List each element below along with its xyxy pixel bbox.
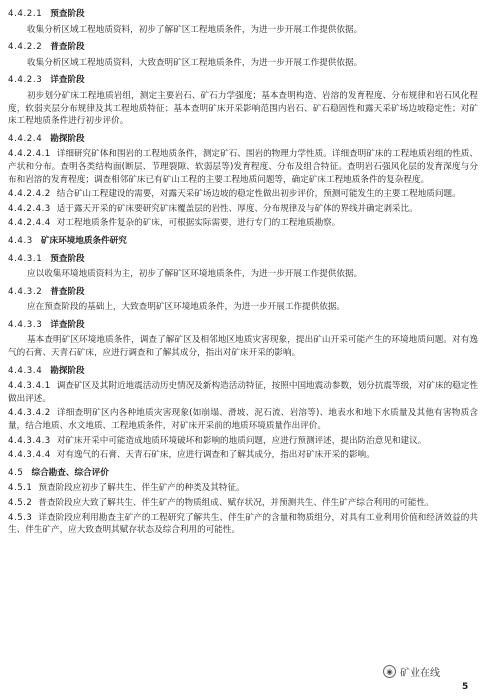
page-number: 5 xyxy=(462,682,469,692)
wechat-logo-icon: ◉ xyxy=(383,665,396,678)
clause-text: 详细研究矿体和围岩的工程地质条件，测定矿石、围岩的物理力学性质。详细查明矿床的工程地质岩组的性质、产状和分布。查明各类结构面(断层、节理裂隙、软弱层等)发育程度、分布及组合特征。查明岩石强风化层的发育深度与分布和岩溶的发育程度；调查相邻矿床已有矿山工程的主要工程地质问题等，确定矿床工程地质条件的复杂程度。 xyxy=(8,149,478,185)
clause-number: 4.5.1 xyxy=(8,483,33,494)
section-heading xyxy=(8,319,478,332)
section-heading xyxy=(8,41,478,54)
section-number: 4.4.2.2 xyxy=(8,42,43,53)
section-heading xyxy=(8,365,478,378)
clause-text: 调查矿区及其附近地震活动历史情况及新构造活动特征，按照中国地震动参数，划分抗震等级，对矿床的稳定性做出评述。 xyxy=(8,381,478,404)
section-number: 4.4.3.4 xyxy=(8,365,43,376)
numbered-clause xyxy=(8,380,478,405)
section-heading xyxy=(8,133,478,146)
clause-number: 4.5.2 xyxy=(8,498,33,508)
paragraph: 基本查明矿区环境地质条件，调查了解矿区及相邻地区地质灾害现象，提出矿山开采可能产生的环境地质问题。对有逸气的石膏、天青石矿床，应进行调查和了解其成分，指出对矿床开采的影响。 xyxy=(8,335,478,359)
section-heading xyxy=(8,253,478,266)
section-number: 4.4.3.1 xyxy=(8,253,43,264)
section-number: 4.4.3.3 xyxy=(8,319,43,330)
paragraph: 初步划分矿床工程地质岩组，测定主要岩石、矿石力学强度；基本查明构造、岩溶的发育程度、分布规律和岩石风化程度，软弱夹层分布规律及其工程地质特征；基本查明矿床开采影响范围内岩石、矿石稳固性和露天采矿场边坡稳定性；对矿床工程地质条件进行初步评价。 xyxy=(8,90,478,127)
section-heading xyxy=(8,74,478,87)
numbered-clause xyxy=(8,188,478,201)
clause-text: 对矿床开采中可能造成地质环境破坏和影响的地质问题，应进行预测评述，提出防治意见和建议。 xyxy=(56,435,427,446)
numbered-clause xyxy=(8,497,478,510)
section-heading xyxy=(8,467,478,480)
clause-text: 预查阶段应初步了解共生、伴生矿产的种类及其特征。 xyxy=(38,483,245,494)
numbered-clause xyxy=(8,217,478,230)
clause-number: 4.4.2.4.4 xyxy=(8,218,51,229)
clause-text: 对有逸气的石膏、天青石矿床，应进行调查和了解其成分，指出对矿床开采的影响。 xyxy=(56,450,375,461)
section-number: 4.5 xyxy=(8,467,24,478)
clause-number: 4.4.3.4.2 xyxy=(8,408,51,419)
section-title: 勘探阶段 xyxy=(50,133,85,144)
section-number: 4.4.2.4 xyxy=(8,133,43,144)
clause-number: 4.4.3.4.3 xyxy=(8,435,51,446)
clause-text: 对工程地质条件复杂的矿床，可根据实际需要，进行专门的工程地质勘察。 xyxy=(56,218,341,229)
paragraph: 应在预查阶段的基础上，大致查明矿区环境地质条件，为进一步开展工作提供依据。 xyxy=(27,302,345,313)
section-title: 矿床环境地质条件研究 xyxy=(40,235,127,246)
section-number: 4.4.3 xyxy=(8,235,33,246)
numbered-clause xyxy=(8,407,478,432)
section-title: 综合勘查、综合评价 xyxy=(31,467,109,478)
clause-text: 结合矿山工程建设的需要，对露天采矿场边坡的稳定性做出初步评价，预测可能发生的主要工程地质问题。 xyxy=(56,189,461,200)
clause-text: 详细查明矿区内各种地质灾害现象(如崩塌、滑坡、泥石流、岩溶等)、地表水和地下水质量及其他有害物质含量，结合地质、水文地质、工程地质条件，对矿床开采前的地质环境质量作出评价。 xyxy=(8,408,478,432)
clause-text: 适于露天开采的矿床要研究矿床覆盖层的岩性、厚度、分布规律及与矿体的界线并确定剥采比。 xyxy=(56,203,418,214)
paragraph: 收集分析区域工程地质资料，初步了解矿区工程地质条件，为进一步开展工作提供依据。 xyxy=(27,24,363,35)
paragraph: 收集分析区域工程地质资料，大致查明矿区工程地质条件，为进一步开展工作提供依据。 xyxy=(27,57,363,68)
section-title: 普查阶段 xyxy=(50,42,85,53)
section-heading xyxy=(8,8,478,21)
numbered-clause xyxy=(8,482,478,495)
clause-text: 普查阶段应大致了解共生、伴生矿产的物质组成、赋存状况，并预测共生、伴生矿产综合利用的可能性。 xyxy=(38,498,434,508)
section-heading xyxy=(8,235,478,248)
numbered-clause xyxy=(8,435,478,448)
numbered-clause xyxy=(8,512,478,537)
clause-number: 4.5.3 xyxy=(8,512,33,523)
numbered-clause xyxy=(8,148,478,186)
clause-number: 4.4.2.4.1 xyxy=(8,149,51,160)
section-title: 详查阶段 xyxy=(50,319,85,330)
numbered-clause xyxy=(8,449,478,462)
clause-number: 4.4.2.4.3 xyxy=(8,203,51,214)
section-title: 预查阶段 xyxy=(50,253,85,264)
section-title: 详查阶段 xyxy=(50,75,85,86)
watermark xyxy=(383,664,440,679)
clause-number: 4.4.2.4.2 xyxy=(8,189,51,200)
clause-text: 详查阶段应利用勘查主矿产的工程研究了解共生、伴生矿产的含量和物质组分，对具有工业利用价值和经济效益的共生、伴生矿产，应大致查明其赋存状态及综合利用的可能性。 xyxy=(8,512,478,536)
numbered-clause xyxy=(8,203,478,216)
section-title: 预查阶段 xyxy=(50,9,85,19)
section-number: 4.4.2.1 xyxy=(8,9,43,19)
watermark-text: 矿业在线 xyxy=(400,668,440,679)
clause-number: 4.4.3.4.1 xyxy=(8,381,51,392)
section-heading xyxy=(8,286,478,299)
section-number: 4.4.3.2 xyxy=(8,286,43,297)
section-title: 勘探阶段 xyxy=(50,365,85,376)
document-body xyxy=(8,3,478,539)
paragraph: 应以收集环境地质资料为主，初步了解矿区环境地质条件，为进一步开展工作提供依据。 xyxy=(27,269,363,280)
clause-number: 4.4.3.4.4 xyxy=(8,450,51,461)
section-title: 普查阶段 xyxy=(50,286,85,297)
section-number: 4.4.2.3 xyxy=(8,75,43,86)
